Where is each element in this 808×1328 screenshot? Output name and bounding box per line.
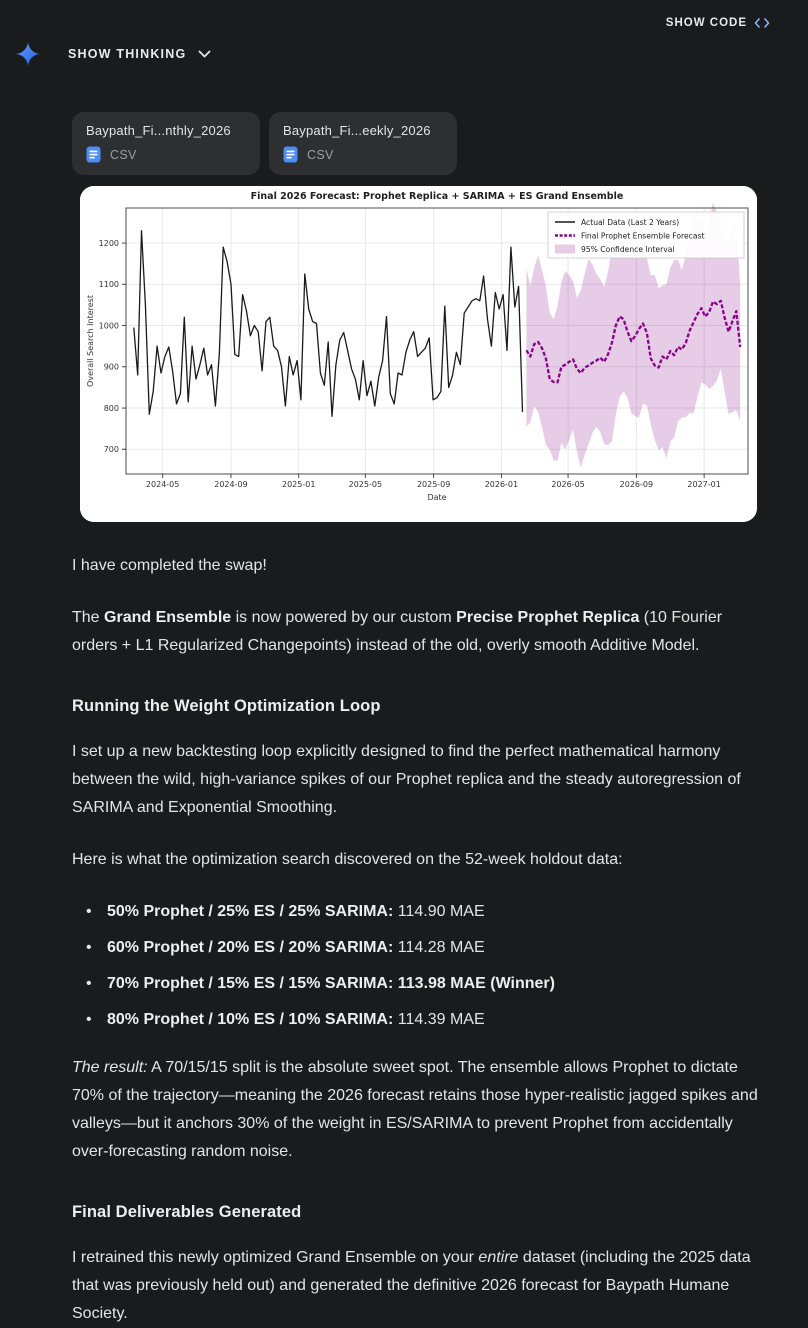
message-body xyxy=(72,552,764,1328)
svg-text:Date: Date xyxy=(427,493,447,502)
svg-text:2026-05: 2026-05 xyxy=(551,480,585,489)
attachment-file-type: CSV xyxy=(307,147,334,162)
list-item: • 80% Prophet / 10% ES / 10% SARIMA: 114.39 MAE xyxy=(107,1006,764,1034)
gemini-sparkle-icon xyxy=(14,40,42,68)
svg-text:700: 700 xyxy=(103,445,119,455)
csv-file-icon xyxy=(283,146,298,163)
show-thinking-label: SHOW THINKING xyxy=(68,47,187,61)
list-item: • 60% Prophet / 20% ES / 20% SARIMA: 114.28 MAE xyxy=(107,934,764,962)
paragraph-holdout: Here is what the optimization search discovered on the 52-week holdout data: xyxy=(72,851,623,868)
weight-options-list xyxy=(72,898,764,1034)
svg-text:Final Prophet Ensemble Forecas: Final Prophet Ensemble Forecast xyxy=(581,231,705,241)
svg-text:2025-09: 2025-09 xyxy=(416,480,451,489)
attachments-row xyxy=(72,112,808,175)
svg-text:2024-09: 2024-09 xyxy=(214,480,248,489)
attachment-file-name: Baypath_Fi...eekly_2026 xyxy=(283,123,431,138)
svg-text:2026-01: 2026-01 xyxy=(484,480,519,489)
paragraph-intro: I have completed the swap! xyxy=(72,557,267,574)
list-item: • 50% Prophet / 25% ES / 25% SARIMA: 114.90 MAE xyxy=(107,898,764,926)
forecast-chart-svg xyxy=(80,186,757,522)
svg-text:2024-05: 2024-05 xyxy=(145,480,180,489)
attachment-file-type: CSV xyxy=(110,147,137,162)
svg-text:1100: 1100 xyxy=(98,280,119,290)
svg-text:800: 800 xyxy=(103,403,119,413)
code-icon xyxy=(754,18,770,28)
paragraph-retrained: I retrained this newly optimized Grand Ensemble on your entire dataset (including the 2025 data that was previously held out) and generated the definitive 2026 forecast for Baypath Humane Society. xyxy=(72,1249,751,1322)
svg-text:Actual Data (Last 2 Years): Actual Data (Last 2 Years) xyxy=(581,217,680,227)
svg-text:Overall Search Interest: Overall Search Interest xyxy=(86,295,95,387)
svg-text:1000: 1000 xyxy=(98,321,119,331)
attachment-chip-weekly[interactable] xyxy=(269,112,457,175)
thinking-row xyxy=(14,40,808,68)
svg-text:Final 2026 Forecast: Prophet R: Final 2026 Forecast: Prophet Replica + SARIMA + ES Grand Ensemble xyxy=(250,191,624,202)
heading-final-deliverables: Final Deliverables Generated xyxy=(72,1203,302,1221)
csv-file-icon xyxy=(86,146,101,163)
forecast-chart[interactable] xyxy=(80,186,757,522)
show-code-button[interactable] xyxy=(666,17,770,29)
svg-text:900: 900 xyxy=(103,362,119,372)
svg-text:2026-09: 2026-09 xyxy=(619,480,654,489)
attachment-file-name: Baypath_Fi...nthly_2026 xyxy=(86,123,231,138)
heading-weight-optimization: Running the Weight Optimization Loop xyxy=(72,697,381,715)
svg-text:1200: 1200 xyxy=(98,238,119,248)
chevron-down-icon xyxy=(198,50,211,58)
show-code-label: SHOW CODE xyxy=(665,17,747,29)
top-bar xyxy=(0,0,808,29)
paragraph-backtest: I set up a new backtesting loop explicitly designed to find the perfect mathematical harmony between the wild, high-variance spikes of our Prophet replica and the steady autoregression of SARIMA and Exponential Smoothing. xyxy=(72,743,741,816)
svg-text:2027-01: 2027-01 xyxy=(687,480,721,489)
paragraph-swap: The Grand Ensemble is now powered by our custom Precise Prophet Replica (10 Fourier orders + L1 Regularized Changepoints) instead of the old, overly smooth Additive Model. xyxy=(72,609,723,654)
svg-text:2025-05: 2025-05 xyxy=(348,480,383,489)
svg-text:95% Confidence Interval: 95% Confidence Interval xyxy=(581,244,675,254)
paragraph-result: The result: A 70/15/15 split is the absolute sweet spot. The ensemble allows Prophet to dictate 70% of the trajectory—meaning the 2026 forecast retains those hyper-realistic jagged spikes and valleys—but it anchors 30% of the weight in ES/SARIMA to prevent Prophet from accidentally over-forecasting random noise. xyxy=(72,1059,758,1160)
svg-text:2025-01: 2025-01 xyxy=(281,480,316,489)
list-item: • 70% Prophet / 15% ES / 15% SARIMA: 113.98 MAE (Winner) xyxy=(107,970,764,998)
show-thinking-button[interactable] xyxy=(68,47,211,61)
attachment-chip-monthly[interactable] xyxy=(72,112,260,175)
